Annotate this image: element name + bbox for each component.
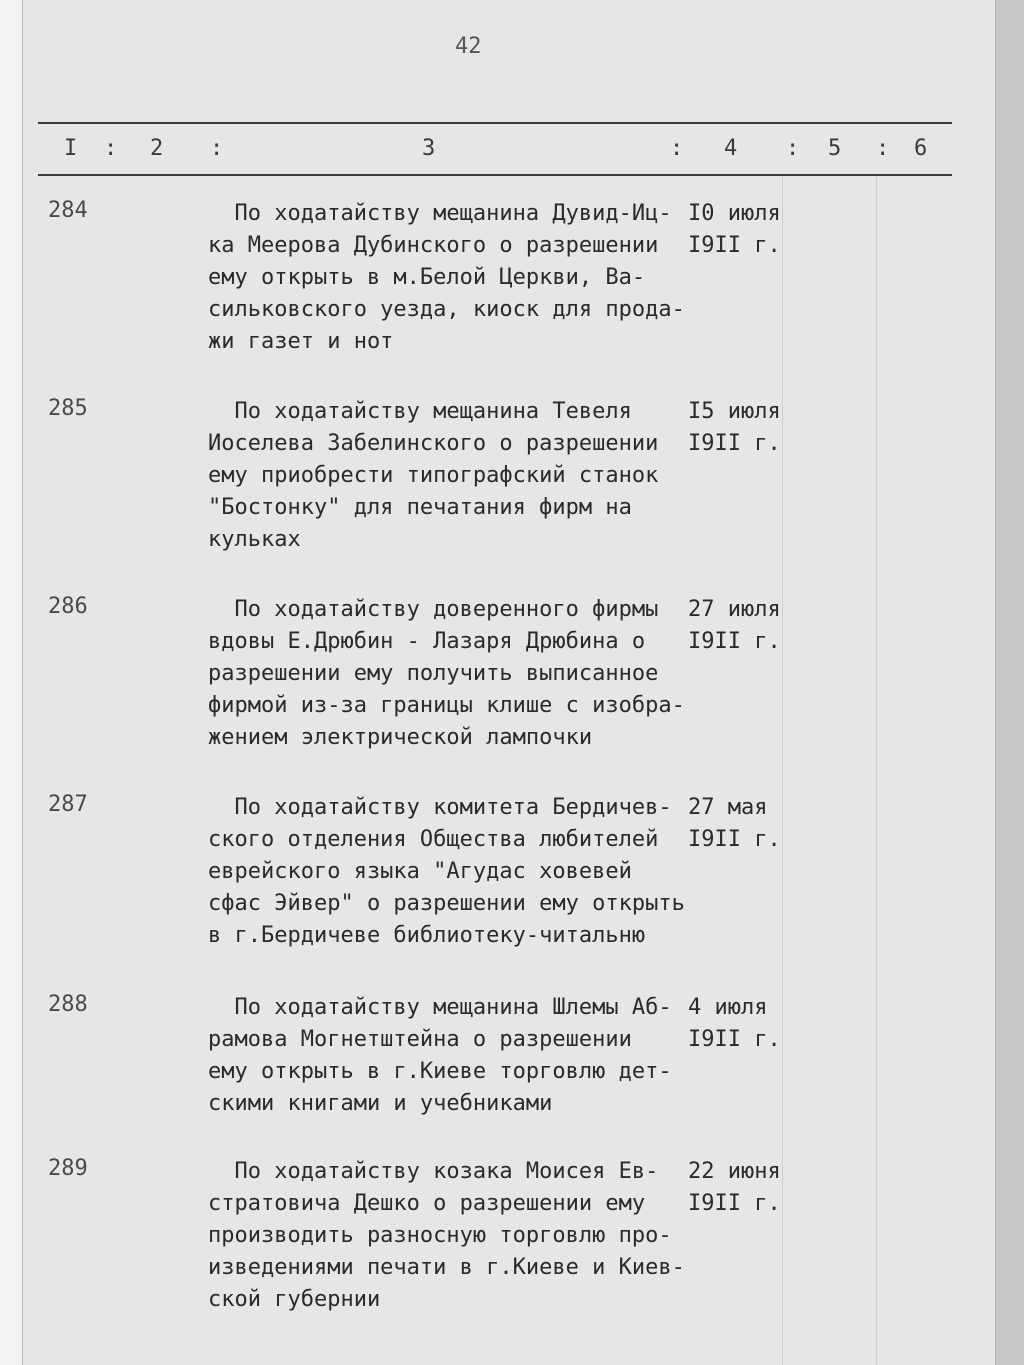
entry-description: По ходатайству козака Моисея Ев- стратовича Дешко о разрешении ему производить разносную торговлю про- изведениями печати в г.Киеве и Киев- ской губернии — [208, 1159, 685, 1312]
column-header-row — [38, 136, 952, 166]
column-header-6: 6 — [914, 136, 928, 161]
page-number: 42 — [455, 34, 482, 59]
column-header-2: 2 — [150, 136, 164, 161]
entry-number: 287 — [48, 792, 88, 817]
entry-date: I0 июля I9II г. — [688, 201, 781, 258]
column-separator: : — [670, 136, 684, 161]
column-separator: : — [876, 136, 890, 161]
column-header-4: 4 — [724, 136, 738, 161]
entry-description: По ходатайству мещанина Шлемы Аб- рамова Могнетштейна о разрешении ему открыть в г.Киеве торговлю дет- скими книгами и учебниками — [208, 995, 672, 1116]
column-separator: : — [210, 136, 224, 161]
column-separator: : — [104, 136, 118, 161]
table-top-rule — [38, 122, 952, 124]
column-header-5: 5 — [828, 136, 842, 161]
table-header-rule — [38, 174, 952, 176]
column-divider — [782, 176, 783, 1365]
entry-description: По ходатайству доверенного фирмы вдовы Е.Дрюбин - Лазаря Дрюбина о разрешении ему получить выписанное фирмой из-за границы клише с изобра- жением электрической лампочки — [208, 597, 685, 750]
entry-description: По ходатайству мещанина Тевеля Иоселева Забелинского о разрешении ему приобрести типографский станок "Бостонку" для печатания фирм на кульках — [208, 399, 659, 552]
entry-date: 4 июля I9II г. — [688, 995, 781, 1052]
column-separator: : — [786, 136, 800, 161]
entry-date: I5 июля I9II г. — [688, 399, 781, 456]
column-header-3: 3 — [422, 136, 436, 161]
entry-number: 289 — [48, 1156, 88, 1181]
entry-number: 285 — [48, 396, 88, 421]
entry-description: По ходатайству мещанина Дувид-Иц- ка Меерова Дубинского о разрешении ему открыть в м.Белой Церкви, Ва- сильковского уезда, киоск для прода- жи газет и нот — [208, 201, 685, 354]
entry-date: 27 мая I9II г. — [688, 795, 781, 852]
page-edge-shadow — [995, 0, 1024, 1365]
binding-edge — [0, 0, 23, 1365]
entry-description: По ходатайству комитета Бердичев- ского отделения Общества любителей еврейского языка "Агудас ховевей сфас Эйвер" о разрешении ему открыть в г.Бердичеве библиотеку-читальню — [208, 795, 685, 948]
entry-date: 22 июня I9II г. — [688, 1159, 781, 1216]
entry-number: 286 — [48, 594, 88, 619]
entry-date: 27 июля I9II г. — [688, 597, 781, 654]
entry-number: 284 — [48, 198, 88, 223]
entry-number: 288 — [48, 992, 88, 1017]
column-header-1: I — [64, 136, 78, 161]
column-divider — [876, 176, 877, 1365]
